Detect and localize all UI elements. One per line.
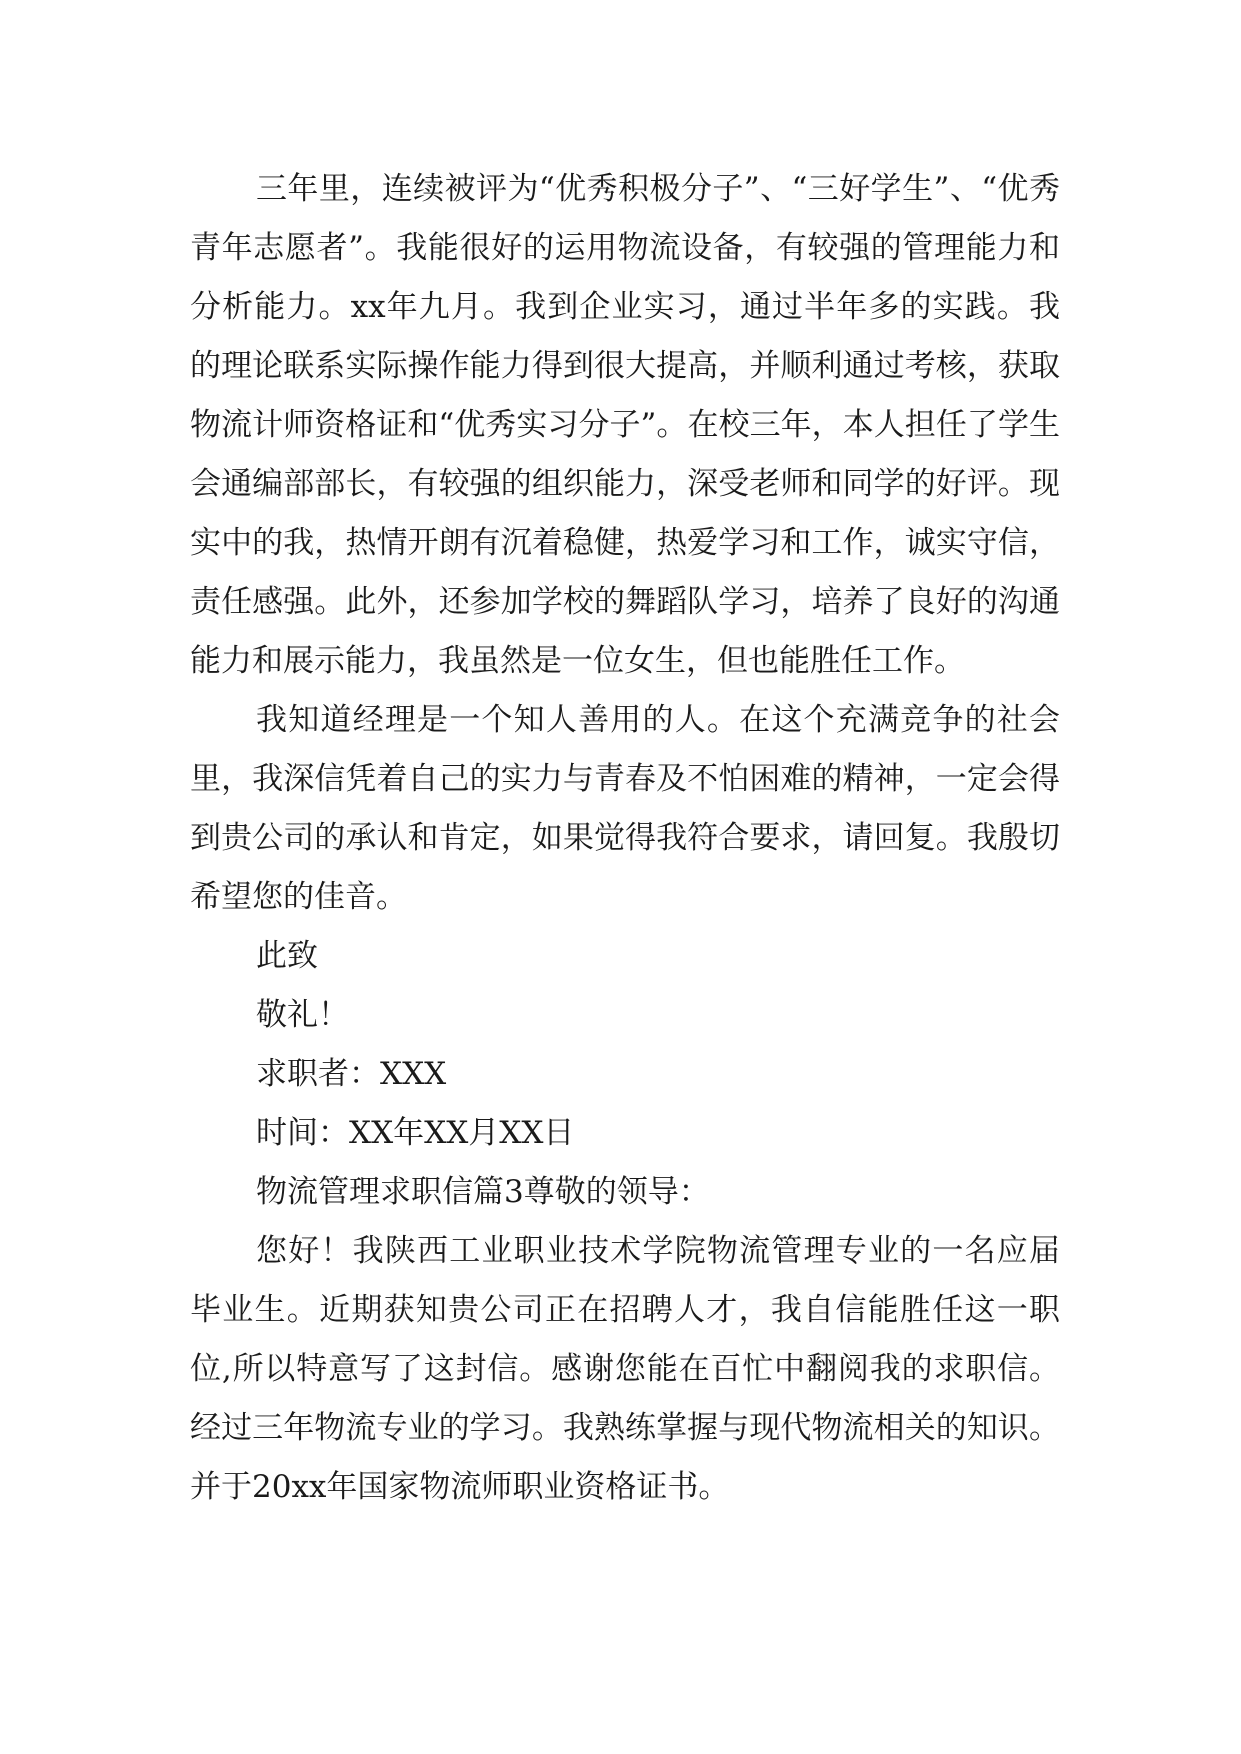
body-paragraph-2: 我知道经理是一个知人善用的人。在这个充满竞争的社会里，我深信凭着自己的实力与青春及不怕困难的精神，一定会得到贵公司的承认和肯定，如果觉得我符合要求，请回复。我殷切希望您的佳音。: [190, 702, 1060, 915]
body-paragraph-3: 您好！我陕西工业职业技术学院物流管理专业的一名应届毕业生。近期获知贵公司正在招聘人才，我自信能胜任这一职位,所以特意写了这封信。感谢您能在百忙中翻阅我的求职信。经过三年物流专业的学习。我熟练掌握与现代物流相关的知识。并于20xx年国家物流师职业资格证书。: [190, 1233, 1060, 1505]
applicant-signature: 求职者：XXX: [256, 1056, 447, 1092]
body-paragraph-1: 三年里，连续被评为“优秀积极分子”、“三好学生”、“优秀青年志愿者”。我能很好的运用物流设备，有较强的管理能力和分析能力。xx年九月。我到企业实习，通过半年多的实践。我的理论联系实际操作能力得到很大提高，并顺利通过考核，获取物流计师资格证和“优秀实习分子”。在校三年，本人担任了学生会通编部部长，有较强的组织能力，深受老师和同学的好评。现实中的我，热情开朗有沉着稳健，热爱学习和工作，诚实守信，责任感强。此外，还参加学校的舞蹈队学习，培养了良好的沟通能力和展示能力，我虽然是一位女生，但也能胜任工作。: [190, 171, 1060, 679]
letter-date: 时间：XX年XX月XX日: [256, 1115, 575, 1151]
letter-body: [190, 160, 1060, 1517]
closing-regards: 敬礼！: [256, 997, 349, 1033]
closing-salutation: 此致: [256, 938, 318, 974]
section-heading: 物流管理求职信篇3尊敬的领导：: [256, 1174, 710, 1210]
